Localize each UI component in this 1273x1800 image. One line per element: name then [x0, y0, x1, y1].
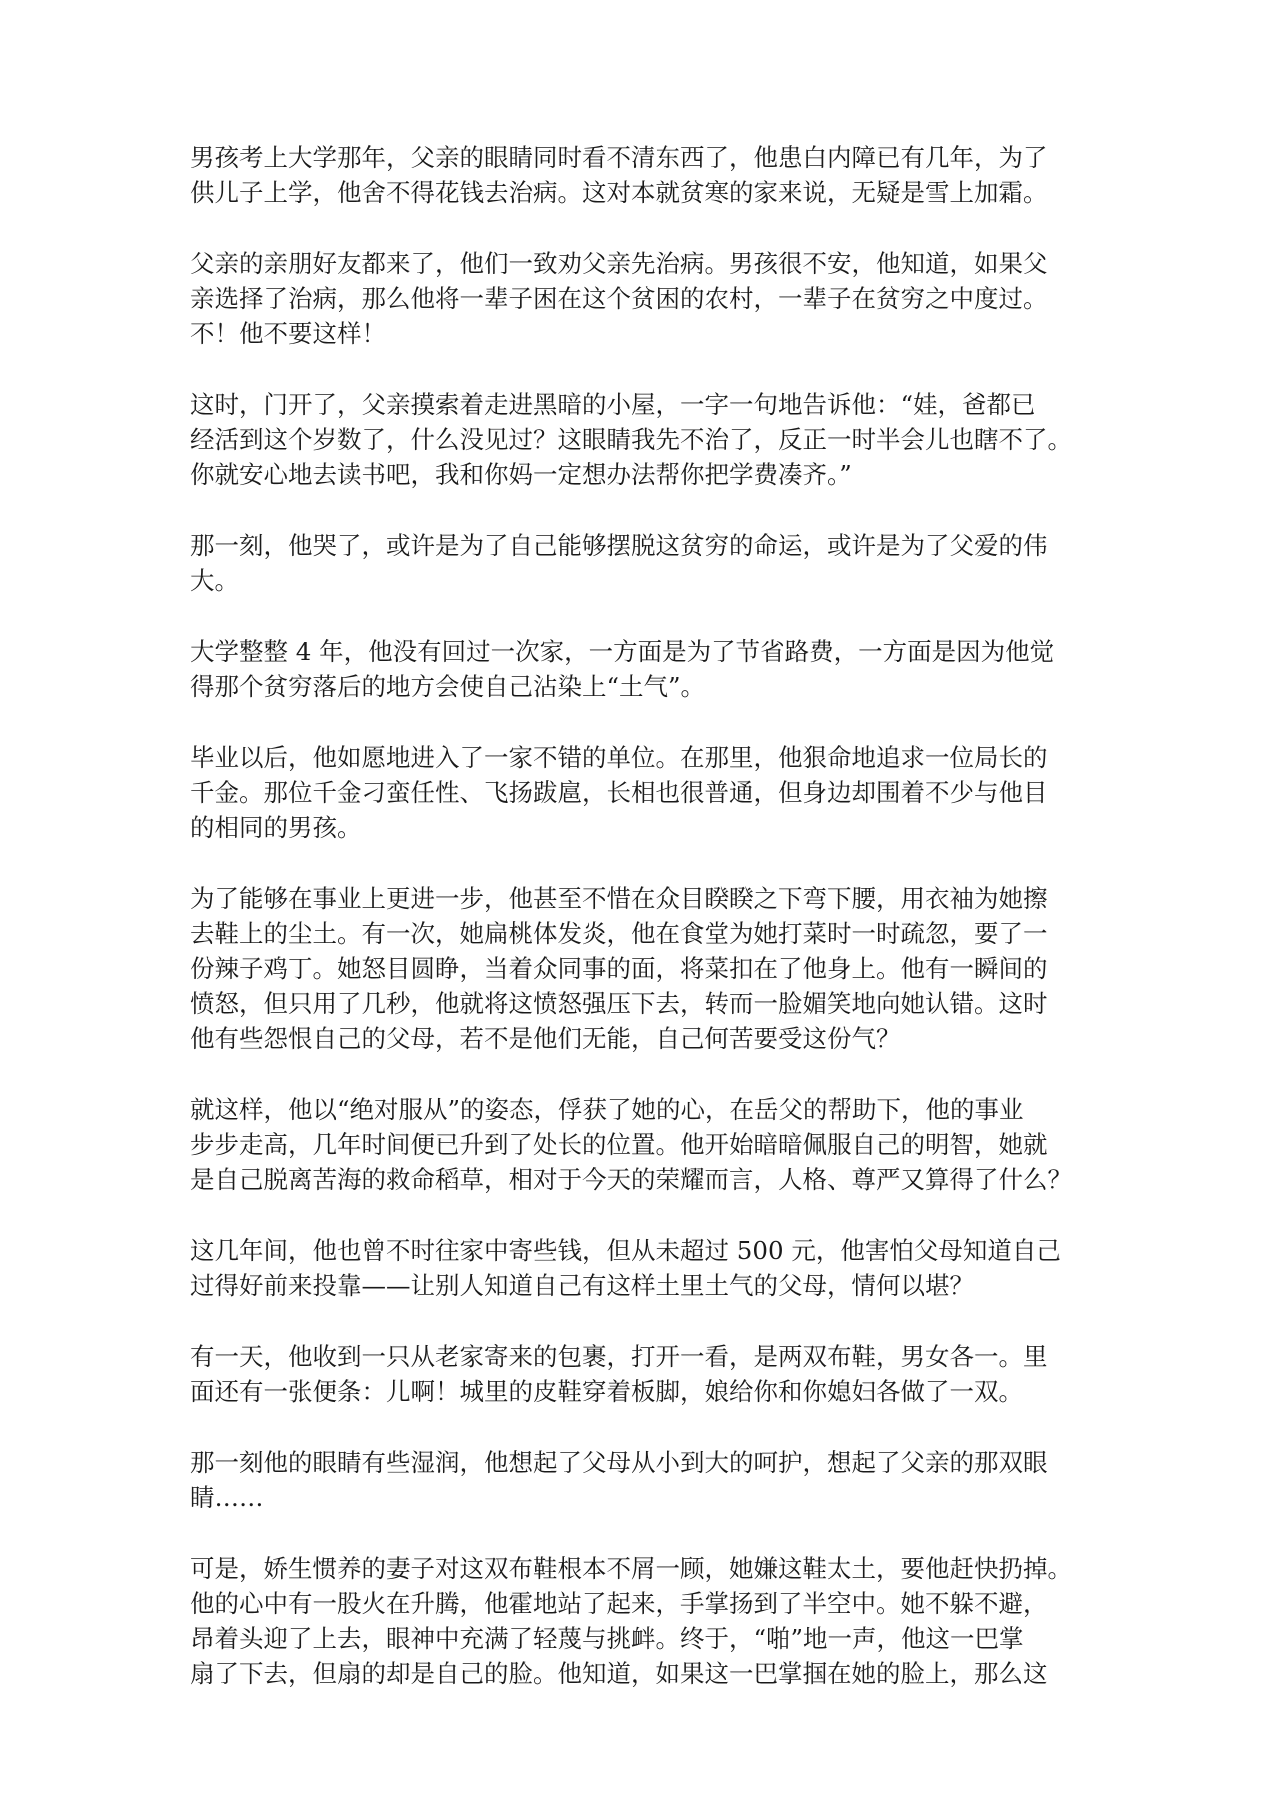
paragraph-1: 男孩考上大学那年，父亲的眼睛同时看不清东西了，他患白内障已有几年，为了 供儿子上学，他舍不得花钱去治病。这对本就贫寒的家来说，无疑是雪上加霜。: [190, 143, 1048, 207]
paragraph-11: 那一刻他的眼睛有些湿润，他想起了父母从小到大的呵护，想起了父亲的那双眼 睛……: [190, 1448, 1048, 1512]
document-page: [190, 140, 1090, 1691]
paragraph-4: 那一刻，他哭了，或许是为了自己能够摆脱这贫穷的命运，或许是为了父爱的伟 大。: [190, 531, 1048, 595]
paragraph-9: 这几年间，他也曾不时往家中寄些钱，但从未超过 500 元，他害怕父母知道自己 过得好前来投靠——让别人知道自己有这样土里土气的父母，情何以堪？: [190, 1236, 1061, 1300]
paragraph-10: 有一天，他收到一只从老家寄来的包裹，打开一看，是两双布鞋，男女各一。里 面还有一张便条：儿啊！城里的皮鞋穿着板脚，娘给你和你媳妇各做了一双。: [190, 1342, 1048, 1406]
paragraph-12: 可是，娇生惯养的妻子对这双布鞋根本不屑一顾，她嫌这鞋太土，要他赶快扔掉。 他的心中有一股火在升腾，他霍地站了起来，手掌扬到了半空中。她不躲不避， 昂着头迎了上去，眼神中充满了轻蔑与挑衅。终于，“啪”地一声，他这一巴掌 扇了下去，但扇的却是自己的脸。他知道，如果这一巴掌掴在她的脸上，那么这: [190, 1554, 1072, 1688]
paragraph-2: 父亲的亲朋好友都来了，他们一致劝父亲先治病。男孩很不安，他知道，如果父 亲选择了治病，那么他将一辈子困在这个贫困的农村，一辈子在贫穷之中度过。 不！他不要这样！: [190, 249, 1048, 348]
paragraph-3: 这时，门开了，父亲摸索着走进黑暗的小屋，一字一句地告诉他：“娃，爸都已 经活到这个岁数了，什么没见过？这眼睛我先不治了，反正一时半会儿也瞎不了。 你就安心地去读书吧，我和你妈一定想办法帮你把学费凑齐。”: [190, 390, 1072, 489]
paragraph-5: 大学整整 4 年，他没有回过一次家，一方面是为了节省路费，一方面是因为他觉 得那个贫穷落后的地方会使自己沾染上“土气”。: [190, 637, 1055, 701]
paragraph-6: 毕业以后，他如愿地进入了一家不错的单位。在那里，他狠命地追求一位局长的 千金。那位千金刁蛮任性、飞扬跋扈，长相也很普通，但身边却围着不少与他目 的相同的男孩。: [190, 743, 1048, 842]
paragraph-8: 就这样，他以“绝对服从”的姿态，俘获了她的心，在岳父的帮助下，他的事业 步步走高，几年时间便已升到了处长的位置。他开始暗暗佩服自己的明智，她就 是自己脱离苦海的救命稻草，相对于今天的荣耀而言，人格、尊严又算得了什么？: [190, 1095, 1072, 1194]
paragraph-7: 为了能够在事业上更进一步，他甚至不惜在众目睽睽之下弯下腰，用衣袖为她擦 去鞋上的尘土。有一次，她扁桃体发炎，他在食堂为她打菜时一时疏忽，要了一 份辣子鸡丁。她怒目圆睁，当着众同事的面，将菜扣在了他身上。他有一瞬间的 愤怒，但只用了几秒，他就将这愤怒强压下去，转而一脸媚笑地向她认错。这时 他有些怨恨自己的父母，若不是他们无能，自己何苦要受这份气？: [190, 884, 1048, 1053]
